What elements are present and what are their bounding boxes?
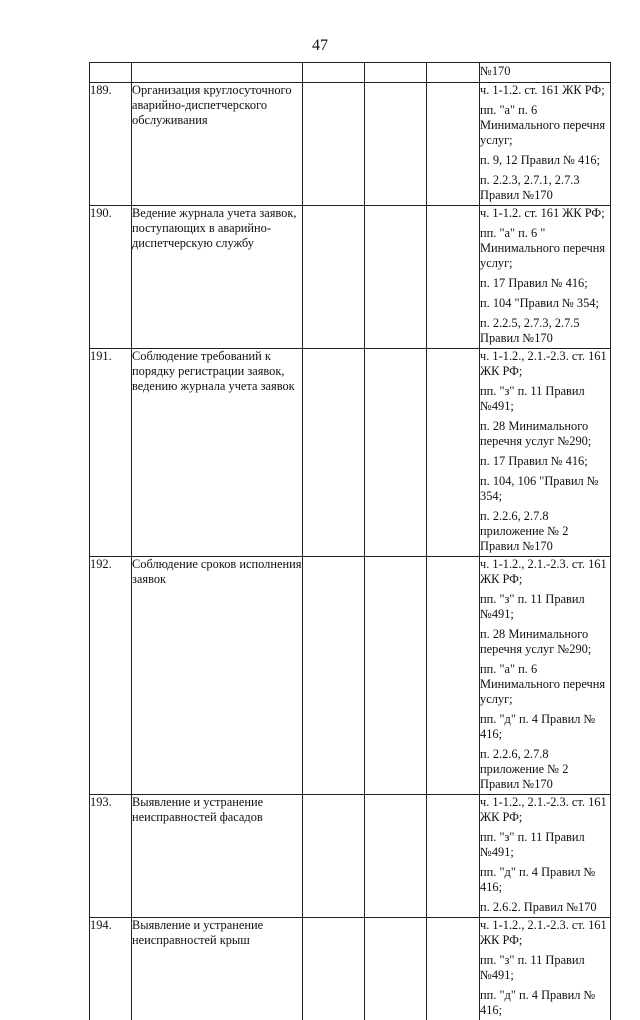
cell-empty: [427, 349, 480, 557]
continuation-row: [90, 63, 611, 83]
legal-references: [480, 795, 611, 918]
requirement-name: Ведение журнала учета заявок, поступающих в аварийно-диспетчерскую службу: [132, 206, 303, 349]
requirement-name: Выявление и устранение неисправностей фасадов: [132, 795, 303, 918]
cell-empty: [303, 795, 365, 918]
row-number: 192.: [90, 557, 132, 795]
cell-empty: [365, 206, 427, 349]
cell-empty: [303, 918, 365, 1020]
row-number: 190.: [90, 206, 132, 349]
cell-empty: [427, 83, 480, 206]
legal-reference: пп. "а" п. 6 Минимального перечня услуг;: [480, 662, 610, 707]
legal-references: [480, 918, 611, 1020]
cell-empty: [303, 557, 365, 795]
cell-empty: [427, 63, 480, 83]
legal-reference: ч. 1-1.2. ст. 161 ЖК РФ;: [480, 206, 610, 221]
legal-reference: ч. 1-1.2. ст. 161 ЖК РФ;: [480, 83, 610, 98]
legal-reference: п. 17 Правил № 416;: [480, 276, 610, 291]
cell-empty: [365, 63, 427, 83]
continuation-ref: №170: [480, 64, 610, 79]
cell-empty: [132, 63, 303, 83]
cell-empty: [427, 206, 480, 349]
legal-reference: п. 28 Минимального перечня услуг №290;: [480, 627, 610, 657]
table-row: [90, 83, 611, 206]
cell-empty: [303, 349, 365, 557]
requirement-name: Выявление и устранение неисправностей крыш: [132, 918, 303, 1020]
cell-empty: [90, 63, 132, 83]
page-number: 47: [0, 37, 640, 55]
row-number: 191.: [90, 349, 132, 557]
cell-empty: [365, 557, 427, 795]
legal-reference: п. 2.2.3, 2.7.1, 2.7.3 Правил №170: [480, 173, 610, 203]
legal-reference: п. 28 Минимального перечня услуг №290;: [480, 419, 610, 449]
cell-empty: [365, 349, 427, 557]
legal-reference: пп. "д" п. 4 Правил № 416;: [480, 865, 610, 895]
regulation-table-body: [90, 63, 611, 1020]
legal-reference: пп. "з" п. 11 Правил №491;: [480, 384, 610, 414]
legal-references: [480, 83, 611, 206]
cell-empty: [427, 795, 480, 918]
requirement-name: Организация круглосуточного аварийно-диспетчерского обслуживания: [132, 83, 303, 206]
cell-empty: [303, 206, 365, 349]
cell-empty: [427, 918, 480, 1020]
legal-reference: п. 9, 12 Правил № 416;: [480, 153, 610, 168]
cell-empty: [303, 63, 365, 83]
legal-reference: п. 104 "Правил № 354;: [480, 296, 610, 311]
regulation-table: [89, 62, 611, 1020]
cell-empty: [365, 83, 427, 206]
legal-reference: п. 2.2.5, 2.7.3, 2.7.5 Правил №170: [480, 316, 610, 346]
legal-reference: пп. "з" п. 11 Правил №491;: [480, 953, 610, 983]
table-row: [90, 918, 611, 1020]
legal-references: [480, 349, 611, 557]
requirement-name: Соблюдение сроков исполнения заявок: [132, 557, 303, 795]
table-row: [90, 795, 611, 918]
legal-reference: ч. 1-1.2., 2.1.-2.3. ст. 161 ЖК РФ;: [480, 918, 610, 948]
legal-reference: ч. 1-1.2., 2.1.-2.3. ст. 161 ЖК РФ;: [480, 349, 610, 379]
row-number: 193.: [90, 795, 132, 918]
continuation-ref-cell: [480, 63, 611, 83]
legal-reference: п. 17 Правил № 416;: [480, 454, 610, 469]
cell-empty: [365, 918, 427, 1020]
legal-reference: пп. "з" п. 11 Правил №491;: [480, 830, 610, 860]
row-number: 194.: [90, 918, 132, 1020]
cell-empty: [365, 795, 427, 918]
legal-reference: пп. "а" п. 6 Минимального перечня услуг;: [480, 103, 610, 148]
legal-references: [480, 206, 611, 349]
legal-reference: пп. "д" п. 4 Правил № 416;: [480, 712, 610, 742]
cell-empty: [427, 557, 480, 795]
legal-reference: п. 2.2.6, 2.7.8 приложение № 2 Правил №170: [480, 747, 610, 792]
legal-references: [480, 557, 611, 795]
legal-reference: пп. "д" п. 4 Правил № 416;: [480, 988, 610, 1018]
table-row: [90, 557, 611, 795]
legal-reference: п. 2.6.2. Правил №170: [480, 900, 610, 915]
legal-reference: пп. "а" п. 6 " Минимального перечня услуг;: [480, 226, 610, 271]
legal-reference: ч. 1-1.2., 2.1.-2.3. ст. 161 ЖК РФ;: [480, 557, 610, 587]
legal-reference: п. 2.2.6, 2.7.8 приложение № 2 Правил №170: [480, 509, 610, 554]
table-row: [90, 349, 611, 557]
legal-reference: пп. "з" п. 11 Правил №491;: [480, 592, 610, 622]
requirement-name: Соблюдение требований к порядку регистрации заявок, ведению журнала учета заявок: [132, 349, 303, 557]
row-number: 189.: [90, 83, 132, 206]
legal-reference: ч. 1-1.2., 2.1.-2.3. ст. 161 ЖК РФ;: [480, 795, 610, 825]
cell-empty: [303, 83, 365, 206]
table-row: [90, 206, 611, 349]
legal-reference: п. 104, 106 "Правил № 354;: [480, 474, 610, 504]
